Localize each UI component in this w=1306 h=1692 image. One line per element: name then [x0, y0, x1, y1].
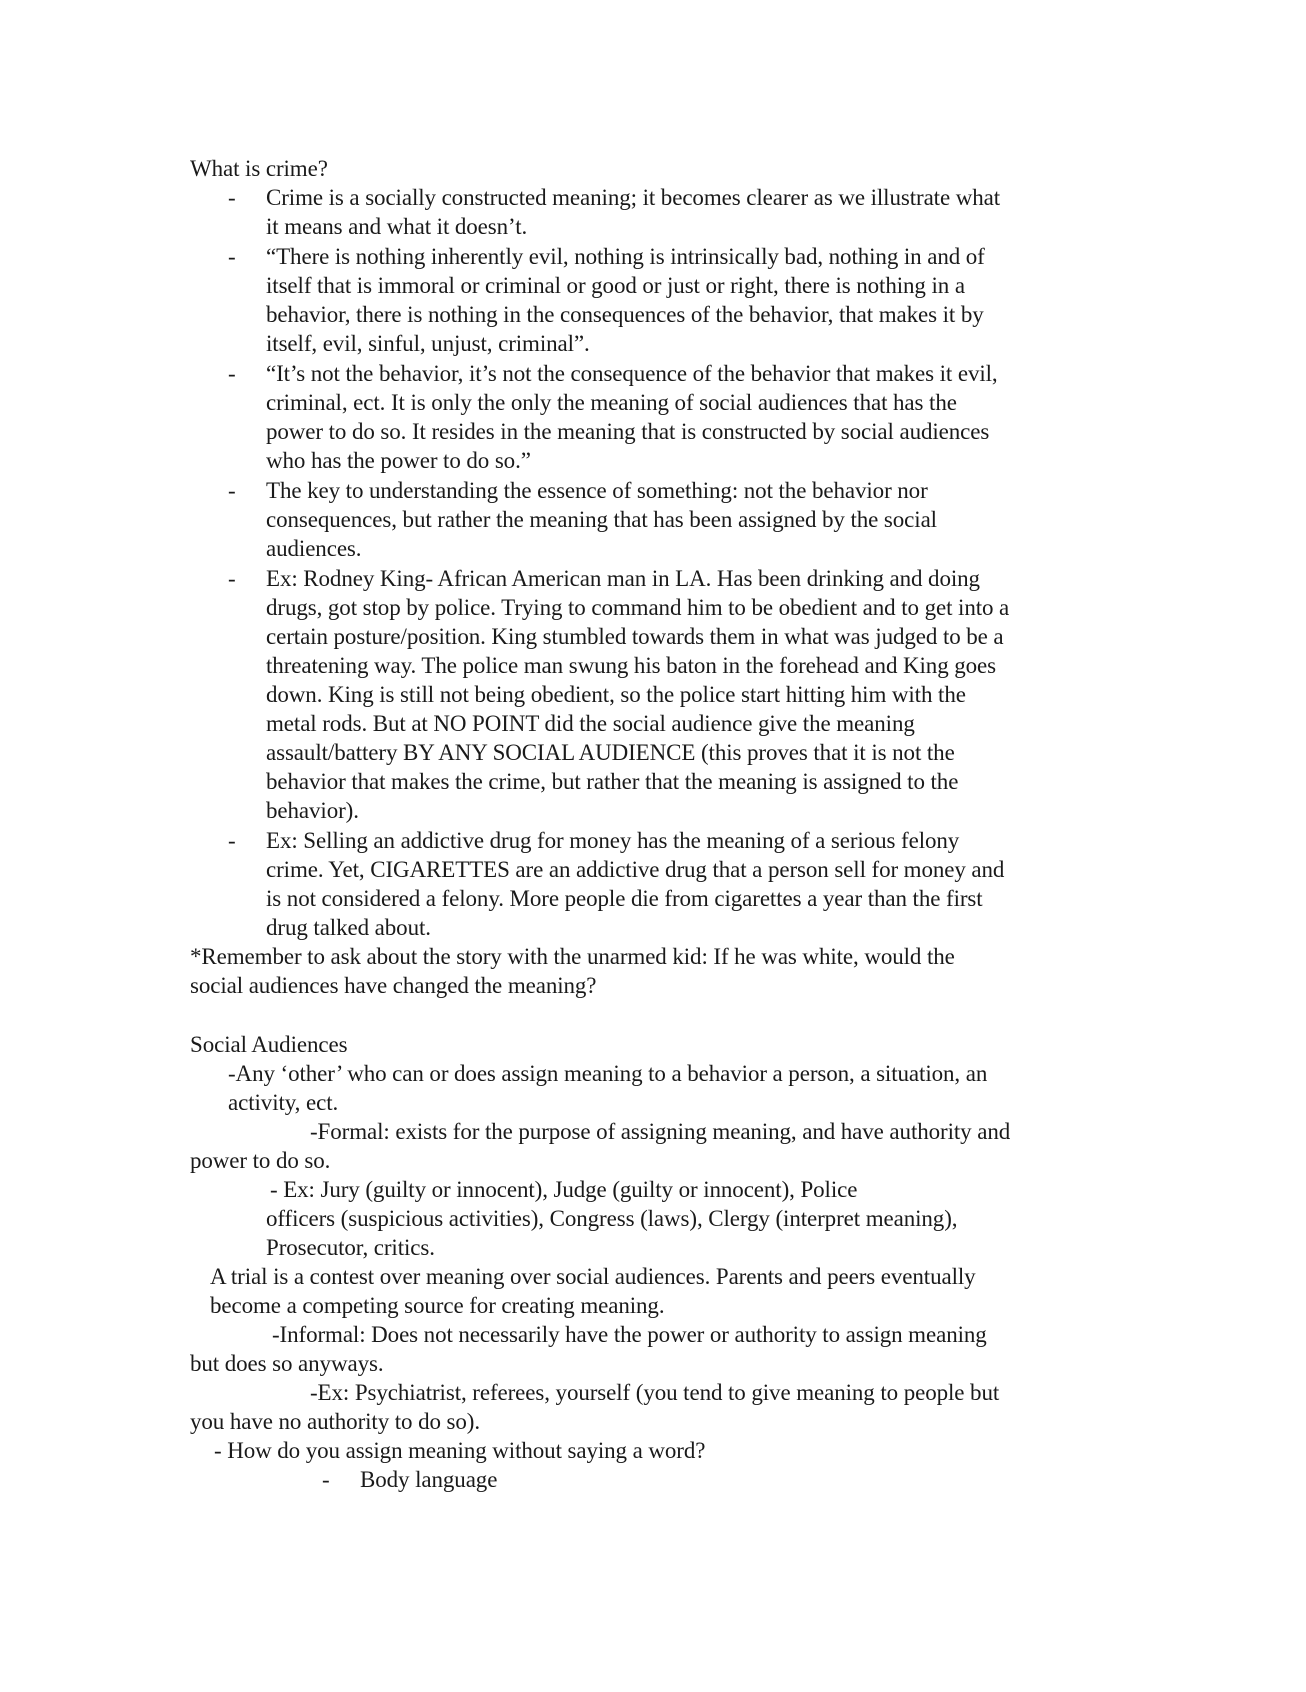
bullet-line: Ex: Selling an addictive drug for money has the meaning of a serious felony — [266, 828, 960, 853]
bullet-line: down. King is still not being obedient, so the police start hitting him with the — [266, 682, 966, 707]
bullet-line: Crime is a socially constructed meaning; it becomes clearer as we illustrate what — [266, 185, 1001, 210]
bullet-line: behavior, there is nothing in the consequences of the behavior, that makes it by — [266, 302, 984, 327]
bullet-line: Body language — [360, 1467, 498, 1492]
remember-note-line: *Remember to ask about the story with the unarmed kid: If he was white, would the — [190, 944, 955, 969]
bullet-line: behavior that makes the crime, but rather that the meaning is assigned to the — [266, 769, 959, 794]
text-line: -Ex: Psychiatrist, referees, yourself (you tend to give meaning to people but — [310, 1380, 1000, 1405]
bullet-line: audiences. — [266, 536, 362, 561]
bullet-marker: - — [228, 478, 236, 503]
bullet-line: behavior). — [266, 798, 359, 823]
bullet-marker: - — [228, 566, 236, 591]
text-line: A trial is a contest over meaning over social audiences. Parents and peers eventually — [210, 1264, 976, 1289]
text-line: activity, ect. — [228, 1090, 339, 1115]
bullet-line: who has the power to do so.” — [266, 448, 531, 473]
bullet-line: itself that is immoral or criminal or good or just or right, there is nothing in a — [266, 273, 965, 298]
bullet-marker: - — [228, 828, 236, 853]
text-line: - How do you assign meaning without saying a word? — [214, 1438, 706, 1463]
bullet-line: crime. Yet, CIGARETTES are an addictive drug that a person sell for money and — [266, 857, 1005, 882]
bullet-marker: - — [228, 361, 236, 386]
bullet-line: it means and what it doesn’t. — [266, 214, 528, 239]
bullet-line: power to do so. It resides in the meaning that is constructed by social audiences — [266, 419, 990, 444]
bullet-line: criminal, ect. It is only the only the meaning of social audiences that has the — [266, 390, 957, 415]
bullet-marker: - — [228, 244, 236, 269]
section-heading-social-audiences: Social Audiences — [190, 1032, 348, 1057]
bullet-marker: - — [322, 1467, 330, 1492]
bullet-line: metal rods. But at NO POINT did the social audience give the meaning — [266, 711, 915, 736]
bullet-line: The key to understanding the essence of something: not the behavior nor — [266, 478, 928, 503]
section-heading-what-is-crime: What is crime? — [190, 156, 328, 181]
text-line: - Ex: Jury (guilty or innocent), Judge (guilty or innocent), Police — [270, 1177, 858, 1202]
bullet-line: consequences, but rather the meaning that has been assigned by the social — [266, 507, 937, 532]
bullet-line: threatening way. The police man swung his baton in the forehead and King goes — [266, 653, 997, 678]
text-line: -Any ‘other’ who can or does assign meaning to a behavior a person, a situation, an — [228, 1061, 988, 1086]
text-line: -Informal: Does not necessarily have the power or authority to assign meaning — [272, 1322, 987, 1347]
bullet-line: is not considered a felony. More people die from cigarettes a year than the first — [266, 886, 983, 911]
bullet-line: drug talked about. — [266, 915, 431, 940]
text-line: power to do so. — [190, 1148, 331, 1173]
text-line: but does so anyways. — [190, 1351, 384, 1376]
bullet-line: drugs, got stop by police. Trying to command him to be obedient and to get into a — [266, 595, 1010, 620]
bullet-line: “It’s not the behavior, it’s not the consequence of the behavior that makes it evil, — [266, 361, 998, 386]
bullet-line: itself, evil, sinful, unjust, criminal”. — [266, 331, 590, 356]
text-line: Prosecutor, critics. — [266, 1235, 435, 1260]
remember-note-line: social audiences have changed the meaning? — [190, 973, 597, 998]
text-line: officers (suspicious activities), Congress (laws), Clergy (interpret meaning), — [266, 1206, 958, 1231]
text-line: -Formal: exists for the purpose of assigning meaning, and have authority and — [310, 1119, 1011, 1144]
bullet-line: “There is nothing inherently evil, nothing is intrinsically bad, nothing in and of — [266, 244, 985, 269]
text-line: become a competing source for creating meaning. — [210, 1293, 665, 1318]
bullet-line: certain posture/position. King stumbled towards them in what was judged to be a — [266, 624, 1004, 649]
bullet-line: Ex: Rodney King- African American man in LA. Has been drinking and doing — [266, 566, 980, 591]
bullet-line: assault/battery BY ANY SOCIAL AUDIENCE (this proves that it is not the — [266, 740, 955, 765]
text-line: you have no authority to do so). — [190, 1409, 481, 1434]
bullet-marker: - — [228, 185, 236, 210]
